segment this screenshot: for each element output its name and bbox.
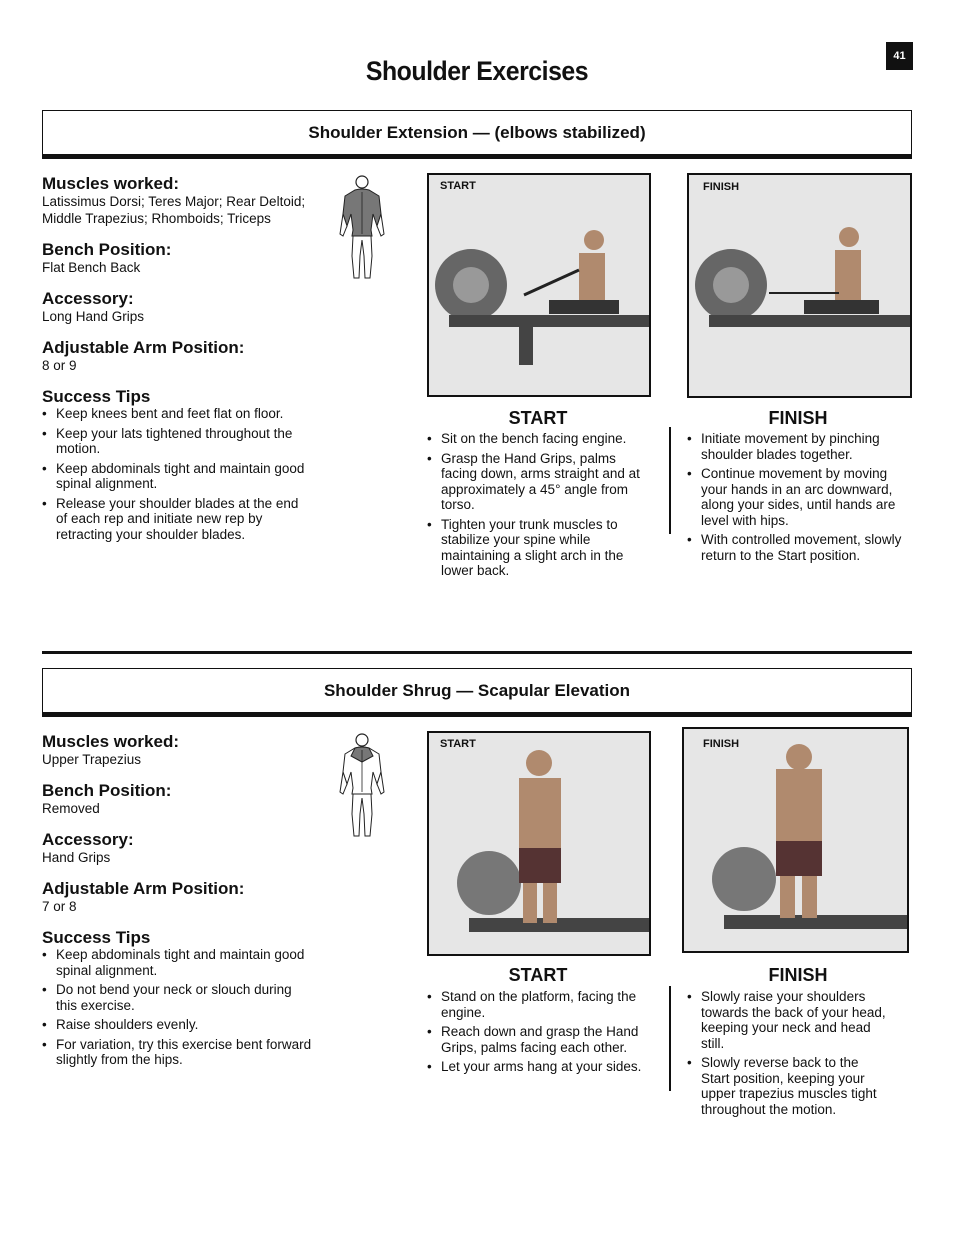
tip-item: • Keep knees bent and feet flat on floor. bbox=[42, 406, 312, 422]
start-photo bbox=[427, 731, 651, 956]
accessory-value: Hand Grips bbox=[42, 850, 111, 865]
tip-item: • For variation, try this exercise bent forward slightly from the hips. bbox=[42, 1037, 312, 1068]
step-item: • Reach down and grasp the Hand Grips, palms facing each other. bbox=[427, 1024, 647, 1055]
muscles-value: Latissimus Dorsi; Teres Major; Rear Deltoid; Middle Trapezius; Rhomboids; Triceps bbox=[42, 194, 306, 226]
finish-photo bbox=[687, 173, 912, 398]
arm-position-value: 8 or 9 bbox=[42, 358, 77, 373]
rowing-machine-icon bbox=[429, 175, 649, 395]
exercise-section-shoulder-extension bbox=[42, 110, 912, 610]
tip-item: • Keep your lats tightened throughout the motion. bbox=[42, 426, 312, 457]
tip-item: • Do not bend your neck or slouch during this exercise. bbox=[42, 982, 312, 1013]
photo-tag: FINISH bbox=[703, 181, 740, 193]
bench-value: Flat Bench Back bbox=[42, 260, 141, 275]
step-item: • Initiate movement by pinching shoulder blades together. bbox=[687, 431, 909, 462]
section-header: Shoulder Shrug — Scapular Elevation bbox=[42, 668, 912, 717]
start-heading: START bbox=[508, 408, 568, 428]
finish-steps-list bbox=[687, 431, 909, 567]
success-tips-label: Success Tips bbox=[42, 928, 151, 947]
start-steps-list bbox=[427, 989, 647, 1079]
muscles-label: Muscles worked: bbox=[42, 174, 179, 193]
step-item: • Tighten your trunk muscles to stabilize your spine while maintaining a slight arch in the lower back. bbox=[427, 517, 647, 579]
tip-item: • Keep abdominals tight and maintain good spinal alignment. bbox=[42, 947, 312, 978]
tip-item: • Release your shoulder blades at the end of each rep and initiate new rep by retracting your shoulder blades. bbox=[42, 496, 312, 543]
step-item: • With controlled movement, slowly return to the Start position. bbox=[687, 532, 909, 563]
standing-figure-icon bbox=[429, 733, 649, 954]
success-tips-label: Success Tips bbox=[42, 387, 151, 406]
rowing-machine-icon bbox=[689, 175, 910, 396]
bench-value: Removed bbox=[42, 801, 100, 816]
column-divider bbox=[669, 427, 671, 534]
accessory-label: Accessory: bbox=[42, 830, 134, 849]
section-header: Shoulder Extension — (elbows stabilized) bbox=[42, 110, 912, 159]
exercise-section-shoulder-shrug bbox=[42, 668, 912, 1138]
finish-photo bbox=[682, 727, 909, 953]
bench-label: Bench Position: bbox=[42, 240, 172, 259]
finish-heading: FINISH bbox=[768, 965, 828, 985]
step-item: • Slowly reverse back to the Start position, keeping your upper trapezius muscles tight throughout the motion. bbox=[687, 1055, 887, 1117]
anatomy-figure-icon bbox=[335, 174, 389, 284]
step-item: • Stand on the platform, facing the engine. bbox=[427, 989, 647, 1020]
exercise-details bbox=[42, 732, 332, 1072]
accessory-label: Accessory: bbox=[42, 289, 134, 308]
page-number: 41 bbox=[886, 42, 913, 70]
bench-label: Bench Position: bbox=[42, 781, 172, 800]
arm-position-label: Adjustable Arm Position: bbox=[42, 338, 245, 357]
accessory-value: Long Hand Grips bbox=[42, 309, 145, 324]
muscles-label: Muscles worked: bbox=[42, 732, 179, 751]
success-tips-list bbox=[42, 947, 312, 1068]
section-divider bbox=[42, 651, 912, 654]
photo-tag: START bbox=[440, 180, 476, 192]
finish-heading: FINISH bbox=[768, 408, 828, 428]
standing-figure-icon bbox=[684, 729, 907, 951]
tip-item: • Keep abdominals tight and maintain good spinal alignment. bbox=[42, 461, 312, 492]
start-photo bbox=[427, 173, 651, 397]
photo-tag: FINISH bbox=[703, 738, 740, 750]
arm-position-label: Adjustable Arm Position: bbox=[42, 879, 245, 898]
step-item: • Slowly raise your shoulders towards the back of your head, keeping your neck and head still. bbox=[687, 989, 887, 1051]
step-item: • Continue movement by moving your hands in an arc downward, along your sides, until hands are level with hips. bbox=[687, 466, 909, 528]
tip-item: • Raise shoulders evenly. bbox=[42, 1017, 312, 1033]
photo-tag: START bbox=[440, 738, 476, 750]
step-item: • Sit on the bench facing engine. bbox=[427, 431, 647, 447]
exercise-details bbox=[42, 174, 332, 546]
anatomy-figure-icon bbox=[335, 732, 389, 842]
start-heading: START bbox=[508, 965, 568, 985]
start-steps-list bbox=[427, 431, 647, 583]
page-title: Shoulder Exercises bbox=[365, 56, 589, 86]
column-divider bbox=[669, 986, 671, 1091]
arm-position-value: 7 or 8 bbox=[42, 899, 77, 914]
success-tips-list bbox=[42, 406, 312, 542]
muscles-value: Upper Trapezius bbox=[42, 752, 142, 767]
step-item: • Let your arms hang at your sides. bbox=[427, 1059, 647, 1075]
step-item: • Grasp the Hand Grips, palms facing down, arms straight and at approximately a 45° angle from torso. bbox=[427, 451, 647, 513]
finish-steps-list bbox=[687, 989, 887, 1121]
